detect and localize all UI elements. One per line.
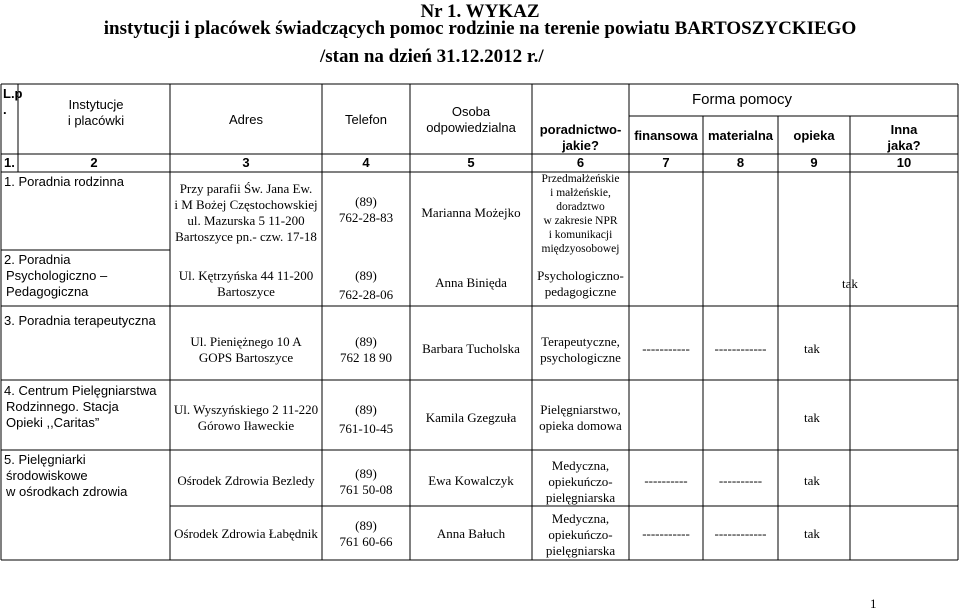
counseling-header-line1: poradnictwo- <box>539 122 622 137</box>
row2-person: Anna Binięda <box>435 275 507 290</box>
row3-institution: 3. Poradnia terapeutyczna <box>4 313 156 328</box>
lp-header-line2: . <box>3 102 7 117</box>
row1-address <box>170 181 322 245</box>
row2-counseling <box>532 268 629 300</box>
row2-address <box>170 268 322 300</box>
row2-address-line: Bartoszyce <box>217 284 275 299</box>
care-header: opieka <box>793 128 835 143</box>
column-number-7: 7 <box>662 155 670 170</box>
phone-header: Telefon <box>345 112 387 127</box>
row3-financial: ----------- <box>642 341 690 356</box>
person-header-line2: odpowiedzialna <box>426 120 516 135</box>
row6-counseling <box>532 511 629 559</box>
other-header-line1: Inna <box>890 122 918 137</box>
column-number-3: 3 <box>242 155 250 170</box>
row4-institution-line: 4. Centrum Pielęgniarstwa <box>4 383 157 398</box>
row4-institution-line: Opieki ,,Caritas” <box>6 415 100 430</box>
row1-counseling-line: doradztwo <box>556 201 605 213</box>
row5-other: tak <box>804 473 820 488</box>
row1-counseling-line: i małżeńskie, <box>550 187 611 199</box>
row1-person: Marianna Możejko <box>421 205 521 220</box>
row6-phone <box>322 518 410 550</box>
row1-counseling-line: Przedmałżeńskie <box>541 173 620 185</box>
row1-phone-line: (89) <box>355 194 377 209</box>
counseling-header <box>534 122 627 154</box>
institutions-header-line2: i placówki <box>67 113 125 128</box>
row3-counseling <box>532 334 629 366</box>
row6-address: Ośrodek Zdrowia Łabędnik <box>174 526 318 541</box>
row3-counseling-line: psychologiczne <box>540 350 621 365</box>
row3-counseling-line: Terapeutyczne, <box>541 334 620 349</box>
row6-phone-line: 761 60-66 <box>339 534 393 549</box>
person-header <box>412 104 530 136</box>
row3-phone <box>322 334 410 366</box>
row2-address-line: Ul. Kętrzyńska 44 11-200 <box>178 268 314 283</box>
person-header-line1: Osoba <box>451 104 491 119</box>
column-number-6: 6 <box>576 155 585 170</box>
row1-address-line: Bartoszyce pn.- czw. 17-18 <box>175 229 317 244</box>
status-date: /stan na dzień 31.12.2012 r./ <box>320 46 544 67</box>
row3-person: Barbara Tucholska <box>422 341 520 356</box>
row6-counseling-line: pielęgniarska <box>545 543 616 558</box>
column-number-4: 4 <box>362 155 370 170</box>
material-header: materialna <box>707 128 774 143</box>
row1-address-line: ul. Mazurska 5 11-200 <box>187 213 305 228</box>
row4-counseling-line: Pielęgniarstwo, <box>540 402 621 417</box>
lp-header <box>3 86 23 118</box>
page-number: 1 <box>870 596 877 611</box>
row1-address-line: Przy parafii Św. Jana Ew. <box>179 181 313 196</box>
column-number-8: 8 <box>736 155 745 170</box>
document-title: Nr 1. WYKAZ <box>420 1 540 22</box>
row1-phone-line: 762-28-83 <box>338 210 394 225</box>
row6-phone-line: (89) <box>355 518 377 533</box>
other-header-line2: jaka? <box>887 138 921 153</box>
row1-counseling-line: międzyosobowej <box>541 243 620 255</box>
row5-institution <box>4 452 127 500</box>
row4-address <box>170 402 322 434</box>
lp-header-line1: L.p <box>3 86 23 101</box>
row4-person: Kamila Gzegzuła <box>425 410 517 425</box>
document-subtitle: instytucji i placówek świadczących pomoc rodzinie na terenie powiatu BARTOSZYCKIEGO <box>103 18 857 39</box>
row3-phone-line: 762 18 90 <box>340 350 392 365</box>
row6-financial: ----------- <box>642 526 690 541</box>
forms-of-help-header: Forma pomocy <box>691 91 793 108</box>
row6-material: ------------ <box>714 526 767 541</box>
row4-institution <box>4 383 156 431</box>
row2-institution-line: Psychologiczno – <box>6 268 108 283</box>
row3-material: ------------ <box>714 341 767 356</box>
column-number-2: 2 <box>90 155 98 170</box>
row4-phone-line: (89) <box>355 402 377 417</box>
column-number-1: 1. <box>4 155 15 170</box>
row2-institution-line: 2. Poradnia <box>4 252 71 267</box>
row2-phone-line: (89) <box>355 268 377 283</box>
row5-financial: ---------- <box>644 473 688 488</box>
row1-address-line: i M Bożej Częstochowskiej <box>174 197 318 212</box>
row2-phone <box>322 268 410 303</box>
row5-institution-line: 5. Pielęgniarki <box>4 452 86 467</box>
row4-address-line: Ul. Wyszyńskiego 2 11-220 <box>173 402 319 417</box>
row2-institution-line: Pedagogiczna <box>6 284 89 299</box>
row4-institution-line: Rodzinnego. Stacja <box>6 399 119 414</box>
row2-other-value: tak <box>842 276 858 291</box>
row5-phone-line: 761 50-08 <box>339 482 393 497</box>
row6-counseling-line: opiekuńczo- <box>548 527 613 542</box>
row4-address-line: Górowo Iławeckie <box>197 418 295 433</box>
column-number-10: 10 <box>896 155 912 170</box>
row3-address <box>170 334 322 366</box>
financial-header: finansowa <box>634 128 698 143</box>
row6-person: Anna Bałuch <box>436 526 506 541</box>
row5-institution-line: w ośrodkach zdrowia <box>6 484 128 499</box>
row5-counseling-line: Medyczna, <box>551 458 610 473</box>
institutions-header-line1: Instytucje <box>68 97 124 112</box>
row1-phone <box>322 194 410 226</box>
row4-other: tak <box>804 410 820 425</box>
row1-counseling-line: w zakresie NPR <box>543 215 618 227</box>
row2-institution <box>4 252 107 300</box>
row5-phone-line: (89) <box>355 466 377 481</box>
other-header <box>852 122 956 154</box>
row6-other: tak <box>804 526 820 541</box>
row5-counseling-line: opiekuńczo- <box>548 474 613 489</box>
row4-counseling-line: opieka domowa <box>539 418 622 433</box>
institutions-header <box>24 97 168 129</box>
row5-counseling <box>532 458 629 506</box>
row1-counseling <box>532 172 629 256</box>
column-number-9: 9 <box>810 155 818 170</box>
row3-other: tak <box>804 341 820 356</box>
row2-counseling-line: Psychologiczno- <box>537 268 624 283</box>
row1-counseling-line: i komunikacji <box>548 229 613 241</box>
row2-counseling-line: pedagogiczne <box>544 284 617 299</box>
row5-institution-line: środowiskowe <box>6 468 88 483</box>
row6-counseling-line: Medyczna, <box>551 511 610 526</box>
column-number-5: 5 <box>467 155 475 170</box>
row5-material: ---------- <box>718 473 763 488</box>
row5-person: Ewa Kowalczyk <box>428 473 514 488</box>
row3-address-line: Ul. Pieniężnego 10 A <box>190 334 302 349</box>
address-header: Adres <box>229 112 263 127</box>
row5-address: Ośrodek Zdrowia Bezledy <box>177 473 315 488</box>
row2-phone-line: 762-28-06 <box>338 287 394 302</box>
counseling-header-line2: jakie? <box>562 138 599 153</box>
row4-phone <box>322 402 410 437</box>
row5-phone <box>322 466 410 498</box>
row4-phone-line: 761-10-45 <box>338 421 394 436</box>
row4-counseling <box>532 402 629 434</box>
row5-counseling-line: pielęgniarska <box>545 490 616 505</box>
row1-institution: 1. Poradnia rodzinna <box>4 174 124 189</box>
row3-address-line: GOPS Bartoszyce <box>198 350 294 365</box>
row3-phone-line: (89) <box>355 334 377 349</box>
